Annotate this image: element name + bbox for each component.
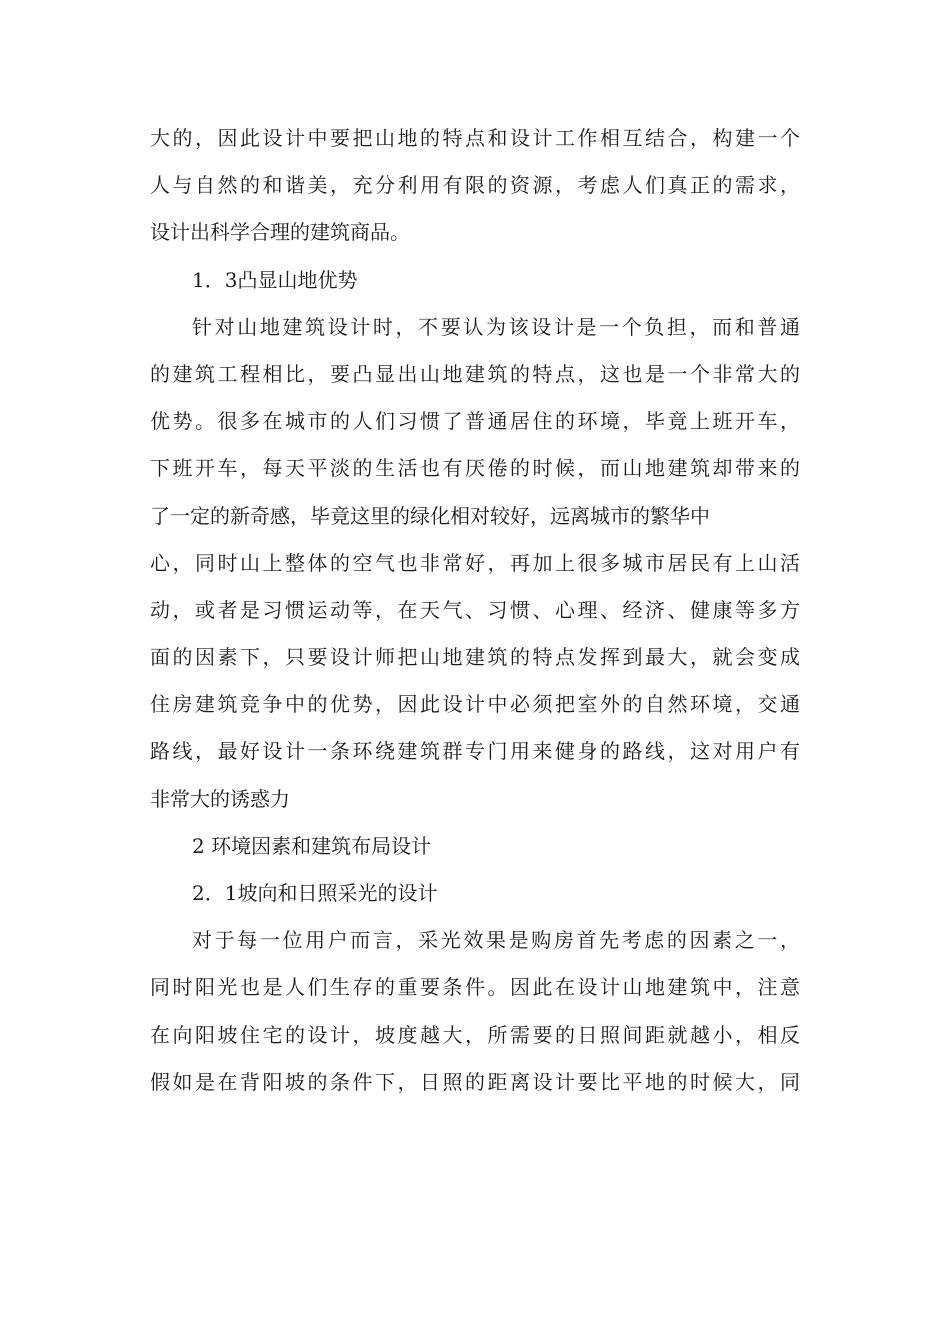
body-text	[150, 118, 800, 1109]
section-heading: 2 环境因素和建筑布局设计	[192, 833, 432, 858]
paragraph-line: 了一定的新奇感，毕竟这里的绿化相对较好，远离城市的繁华中	[150, 503, 710, 528]
paragraph-line: 假如是在背阳坡的条件下，日照的距离设计要比平地的时候大，同	[150, 1069, 800, 1094]
paragraph-line: 面的因素下，只要设计师把山地建筑的特点发挥到最大，就会变成	[150, 645, 800, 670]
paragraph-line: 路线，最好设计一条环绕建筑群专门用来健身的路线，这对用户有	[150, 739, 800, 764]
paragraph-line: 住房建筑竞争中的优势，因此设计中必须把室外的自然环境，交通	[150, 692, 800, 717]
paragraph-line: 大的，因此设计中要把山地的特点和设计工作相互结合，构建一个	[150, 126, 800, 150]
paragraph-line: 对于每一位用户而言，采光效果是购房首先考虑的因素之一，	[192, 928, 800, 953]
paragraph-line: 心，同时山上整体的空气也非常好，再加上很多城市居民有上山活	[150, 550, 800, 575]
paragraph-line: 的建筑工程相比，要凸显出山地建筑的特点，这也是一个非常大的	[150, 361, 800, 386]
paragraph-line: 人与自然的和谐美，充分利用有限的资源，考虑人们真正的需求，	[150, 173, 800, 198]
paragraph-line: 设计出科学合理的建筑商品。	[150, 220, 410, 245]
paragraph-line: 优势。很多在城市的人们习惯了普通居住的环境，毕竟上班开车，	[150, 409, 800, 434]
paragraph-line: 动，或者是习惯运动等，在天气、习惯、心理、经济、健康等多方	[150, 597, 800, 622]
section-heading: 1．3凸显山地优势	[192, 267, 358, 292]
paragraph-line: 同时阳光也是人们生存的重要条件。因此在设计山地建筑中，注意	[150, 975, 800, 1000]
paragraph-line: 在向阳坡住宅的设计，坡度越大，所需要的日照间距就越小，相反	[150, 1022, 800, 1047]
subsection-heading: 2．1坡向和日照采光的设计	[192, 881, 438, 905]
paragraph-line: 针对山地建筑设计时，不要认为该设计是一个负担，而和普通	[192, 314, 800, 339]
paragraph-line: 非常大的诱惑力	[150, 786, 290, 811]
paragraph-line: 下班开车，每天平淡的生活也有厌倦的时候，而山地建筑却带来的	[150, 456, 800, 481]
